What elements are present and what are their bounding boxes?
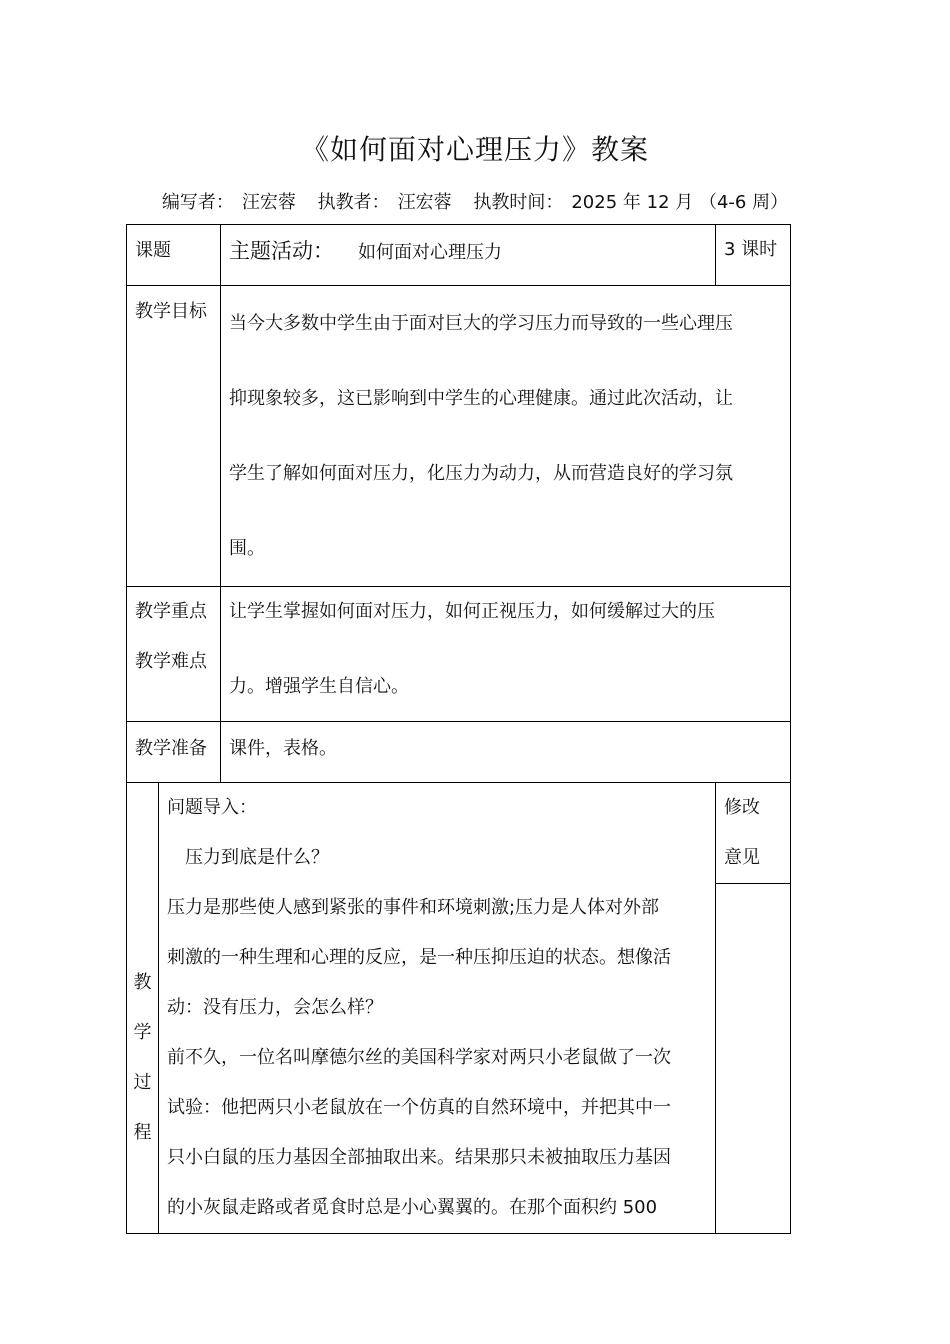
topic-row [127,225,791,286]
difficulty-label: 教学难点 [135,651,207,672]
document-meta [0,188,950,214]
process-content [159,783,716,1234]
key-line: 让学生掌握如何面对压力，如何正视压力，如何缓解过大的压 [229,601,715,622]
teacher-name: 汪宏蓉 [397,192,452,213]
revision-label-line: 意见 [724,847,760,868]
goal-line: 当今大多数中学生由于面对巨大的学习压力而导致的一些心理压 [229,313,733,334]
process-label-char: 教 [133,972,152,993]
process-label [127,783,159,1234]
key-point-label: 教学重点 [135,601,207,622]
prep-value: 课件，表格。 [221,722,791,783]
process-label-char: 程 [133,1122,152,1143]
key-line: 力。增强学生自信心。 [229,676,409,697]
topic-label: 课题 [127,225,221,286]
goal-label: 教学目标 [127,286,221,587]
goal-content [221,286,791,587]
process-line: 只小白鼠的压力基因全部抽取出来。结果那只未被抽取压力基因 [167,1147,671,1168]
preparation-row [127,722,791,783]
lesson-plan-table [126,224,791,1234]
class-hours: 3 课时 [716,225,791,286]
revision-label-line: 修改 [724,797,760,818]
process-label-char: 学 [133,1022,152,1043]
goal-line: 学生了解如何面对压力，化压力为动力，从而营造良好的学习氛 [229,463,733,484]
process-line: 刺激的一种生理和心理的反应，是一种压抑压迫的状态。想像活 [167,947,671,968]
process-line: 压力到底是什么？ [185,847,329,868]
topic-content [221,225,716,286]
key-points-row [127,587,791,722]
key-content [221,587,791,722]
process-line: 前不久，一位名叫摩德尔丝的美国科学家对两只小老鼠做了一次 [167,1047,671,1068]
process-label-char: 过 [133,1072,152,1093]
process-line: 压力是那些使人感到紧张的事件和环境刺激;压力是人体对外部 [167,897,660,918]
process-line: 的小灰鼠走路或者觅食时总是小心翼翼的。在那个面积约 500 [167,1197,658,1218]
time-label: 执教时间： [473,192,564,213]
process-row [127,783,791,1234]
author-label: 编写者： [161,192,234,213]
prep-label: 教学准备 [127,722,221,783]
revision-notes [716,783,791,1234]
process-line: 问题导入： [167,797,257,818]
goal-row [127,286,791,587]
author-name: 汪宏蓉 [241,192,296,213]
goal-line: 围。 [229,538,265,559]
teaching-time: 2025 年 12 月 （4-6 周） [571,192,789,213]
teacher-label: 执教者： [317,192,390,213]
process-line: 动：没有压力，会怎么样？ [167,997,383,1018]
topic-heading: 主题活动： [229,239,334,263]
goal-line: 抑现象较多，这已影响到中学生的心理健康。通过此次活动，让 [229,388,733,409]
page-title: 《如何面对心理压力》教案 [300,133,649,166]
process-line: 试验：他把两只小老鼠放在一个仿真的自然环境中，并把其中一 [167,1097,671,1118]
key-labels [127,587,221,722]
topic-value: 如何面对心理压力 [358,242,502,263]
revision-label [716,783,790,884]
